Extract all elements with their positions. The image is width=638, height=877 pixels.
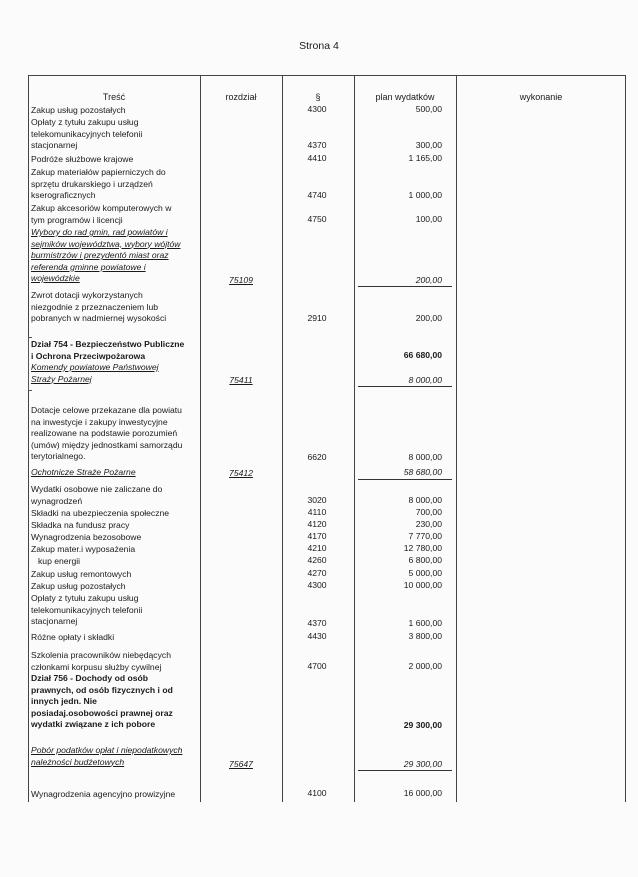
row-text: burmistrzów i prezydentó miast oraz bbox=[31, 250, 169, 260]
row-text: Wybory do rad gmin, rad powiatów i bbox=[31, 227, 168, 237]
budget-table bbox=[28, 75, 626, 802]
row-text: wynagrodzeń bbox=[31, 495, 83, 506]
plan-cell: 1 165,00 bbox=[408, 153, 442, 163]
row-text: Składka na fundusz pracy bbox=[31, 520, 130, 530]
paragraf-cell: 4110 bbox=[307, 507, 327, 517]
row-text: Zakup usług pozostałych bbox=[31, 105, 126, 115]
row-text: Podróże służbowe krajowe bbox=[31, 154, 134, 164]
plan-cell: 16 000,00 bbox=[403, 788, 442, 798]
plan-cell: 29 300,00 bbox=[403, 759, 442, 769]
column-divider bbox=[456, 75, 457, 802]
row-text: członkami korpusu służby cywilnej bbox=[31, 661, 162, 672]
row-text: tym programów i licencji bbox=[31, 214, 123, 225]
plan-cell: 12 780,00 bbox=[403, 543, 442, 553]
rozdzial-cell: 75412 bbox=[229, 468, 253, 478]
row-text: Komendy powiatowe Państwowej bbox=[31, 362, 159, 372]
row-text: telekomunikacyjnych telefonii bbox=[31, 604, 143, 615]
row-text: stacjonarnej bbox=[31, 616, 78, 626]
plan-cell: 6 800,00 bbox=[408, 555, 442, 565]
header-wykonanie: wykonanie bbox=[519, 92, 563, 102]
row-text: Wynagrodzenia agencyjno prowizyjne bbox=[31, 789, 176, 799]
plan-cell: 1 600,00 bbox=[408, 618, 442, 628]
row-text: Zakup materiałów papierniczych do bbox=[31, 167, 166, 177]
plan-cell: 1 000,00 bbox=[408, 190, 442, 200]
row-text: Zakup mater.i wyposażenia bbox=[31, 544, 136, 554]
paragraf-cell: 4740 bbox=[307, 190, 327, 200]
row-text: (umów) między jednostkami samorządu bbox=[31, 439, 183, 450]
plan-cell: 230,00 bbox=[415, 519, 442, 529]
row-text: Wydatki osobowe nie zaliczane do bbox=[31, 484, 163, 494]
row-text: Zakup akcesoriów komputerowych w bbox=[31, 203, 172, 213]
section-heading: wydatki związane z ich pobore bbox=[31, 719, 156, 729]
row-text: Opłaty z tytułu zakupu usług bbox=[31, 593, 139, 603]
rozdzial-cell: 75647 bbox=[229, 759, 253, 769]
plan-cell: 8 000,00 bbox=[408, 495, 442, 505]
section-heading: prawnych, od osób fizycznych i od bbox=[31, 684, 173, 695]
paragraf-cell: 4300 bbox=[307, 104, 327, 114]
page-number: Strona 4 bbox=[299, 40, 339, 52]
paragraf-cell: 4100 bbox=[307, 788, 327, 798]
row-text: Różne opłaty i składki bbox=[31, 632, 115, 642]
plan-cell: 8 000,00 bbox=[408, 452, 442, 462]
paragraf-cell: 2910 bbox=[307, 313, 327, 323]
paragraf-cell: 4370 bbox=[307, 618, 327, 628]
section-heading: innych jedn. Nie bbox=[31, 696, 97, 706]
row-text: Ochotnicze Straże Pożarne bbox=[31, 467, 136, 477]
row-text: Dotacje celowe przekazane dla powiatu bbox=[31, 405, 182, 415]
plan-cell: 700,00 bbox=[415, 507, 442, 517]
plan-cell: 10 000,00 bbox=[403, 580, 442, 590]
plan-cell: 58 680,00 bbox=[403, 467, 442, 477]
row-text: kserograficznych bbox=[31, 190, 96, 200]
section-heading: i Ochrona Przeciwpożarowa bbox=[31, 350, 146, 361]
header-plan: plan wydatków bbox=[375, 92, 435, 102]
section-heading: Dział 754 - Bezpieczeństwo Publiczne bbox=[31, 339, 185, 349]
row-text: na inwestycje i zakupy inwestycyjne bbox=[31, 416, 168, 427]
row-text: Pobór podatków opłat i niepodatkowych bbox=[31, 745, 183, 755]
table-top-border bbox=[28, 75, 626, 76]
column-divider bbox=[282, 75, 283, 802]
plan-cell: 200,00 bbox=[415, 275, 442, 285]
row-text: należności budżetowych bbox=[31, 756, 125, 767]
section-heading: Dział 756 - Dochody od osób bbox=[31, 673, 148, 683]
section-total: 29 300,00 bbox=[403, 720, 442, 730]
paragraf-cell: 4700 bbox=[307, 661, 327, 671]
row-text: Zakup usług remontowych bbox=[31, 569, 132, 579]
paragraf-cell: 4370 bbox=[307, 140, 327, 150]
row-text: Zwrot dotacji wykorzystanych bbox=[31, 290, 143, 300]
sum-underline bbox=[358, 479, 452, 480]
plan-cell: 2 000,00 bbox=[408, 661, 442, 671]
header-rozdzial: rozdział bbox=[225, 92, 257, 102]
row-text: Straży Pożarnej bbox=[31, 373, 92, 384]
sum-underline bbox=[358, 286, 452, 287]
paragraf-cell: 4270 bbox=[307, 568, 327, 578]
plan-cell: 200,00 bbox=[415, 313, 442, 323]
row-text: referenda gminne powiatowe i bbox=[31, 261, 146, 272]
section-heading: posiadaj.osobowości prawnej oraz bbox=[31, 707, 173, 718]
row-text: Wynagrodzenia bezosobowe bbox=[31, 532, 142, 542]
row-text: Składki na ubezpieczenia społeczne bbox=[31, 508, 170, 518]
column-divider bbox=[28, 75, 29, 802]
row-text: realizowane na podstawie porozumień bbox=[31, 428, 178, 438]
paragraf-cell: 4210 bbox=[307, 543, 327, 553]
plan-cell: 8 000,00 bbox=[408, 375, 442, 385]
row-text: kup energii bbox=[38, 556, 81, 566]
header-tresc: Treść bbox=[102, 92, 126, 102]
paragraf-cell: 6620 bbox=[307, 452, 327, 462]
row-text: niezgodnie z przeznaczeniem lub bbox=[31, 301, 159, 312]
row-text: stacjonarnej bbox=[31, 140, 78, 150]
sum-underline bbox=[358, 770, 452, 771]
plan-cell: 100,00 bbox=[415, 214, 442, 224]
column-divider bbox=[354, 75, 355, 802]
plan-cell: 7 770,00 bbox=[408, 531, 442, 541]
rozdzial-cell: 75109 bbox=[229, 275, 253, 285]
column-divider bbox=[625, 75, 626, 802]
rozdzial-cell: 75411 bbox=[229, 375, 253, 385]
paragraf-cell: 4120 bbox=[307, 519, 327, 529]
row-text: sprzętu drukarskiego i urządzeń bbox=[31, 178, 153, 189]
row-text: telekomunikacyjnych telefonii bbox=[31, 128, 143, 139]
plan-cell: 300,00 bbox=[415, 140, 442, 150]
row-text: pobranych w nadmiernej wysokości bbox=[31, 313, 167, 323]
column-divider bbox=[200, 75, 201, 802]
paragraf-cell: 4750 bbox=[307, 214, 327, 224]
paragraf-cell: 4300 bbox=[307, 580, 327, 590]
plan-cell: 5 000,00 bbox=[408, 568, 442, 578]
plan-cell: 500,00 bbox=[415, 104, 442, 114]
header-paragraf: § bbox=[315, 92, 321, 102]
row-text: wojewódzkie bbox=[31, 273, 80, 283]
paragraf-cell: 3020 bbox=[307, 495, 327, 505]
section-total: 66 680,00 bbox=[403, 350, 442, 360]
row-text: sejmików województwa, wybory wójtów bbox=[31, 238, 181, 249]
sum-underline bbox=[358, 386, 452, 387]
plan-cell: 3 800,00 bbox=[408, 631, 442, 641]
paragraf-cell: 4430 bbox=[307, 631, 327, 641]
paragraf-cell: 4410 bbox=[307, 153, 327, 163]
row-text: Opłaty z tytułu zakupu usług bbox=[31, 117, 139, 127]
row-text: Zakup usług pozostałych bbox=[31, 581, 126, 591]
paragraf-cell: 4170 bbox=[307, 531, 327, 541]
paragraf-cell: 4260 bbox=[307, 555, 327, 565]
row-text: Szkolenia pracowników niebędących bbox=[31, 650, 171, 660]
row-text: terytorialnego. bbox=[31, 451, 86, 461]
